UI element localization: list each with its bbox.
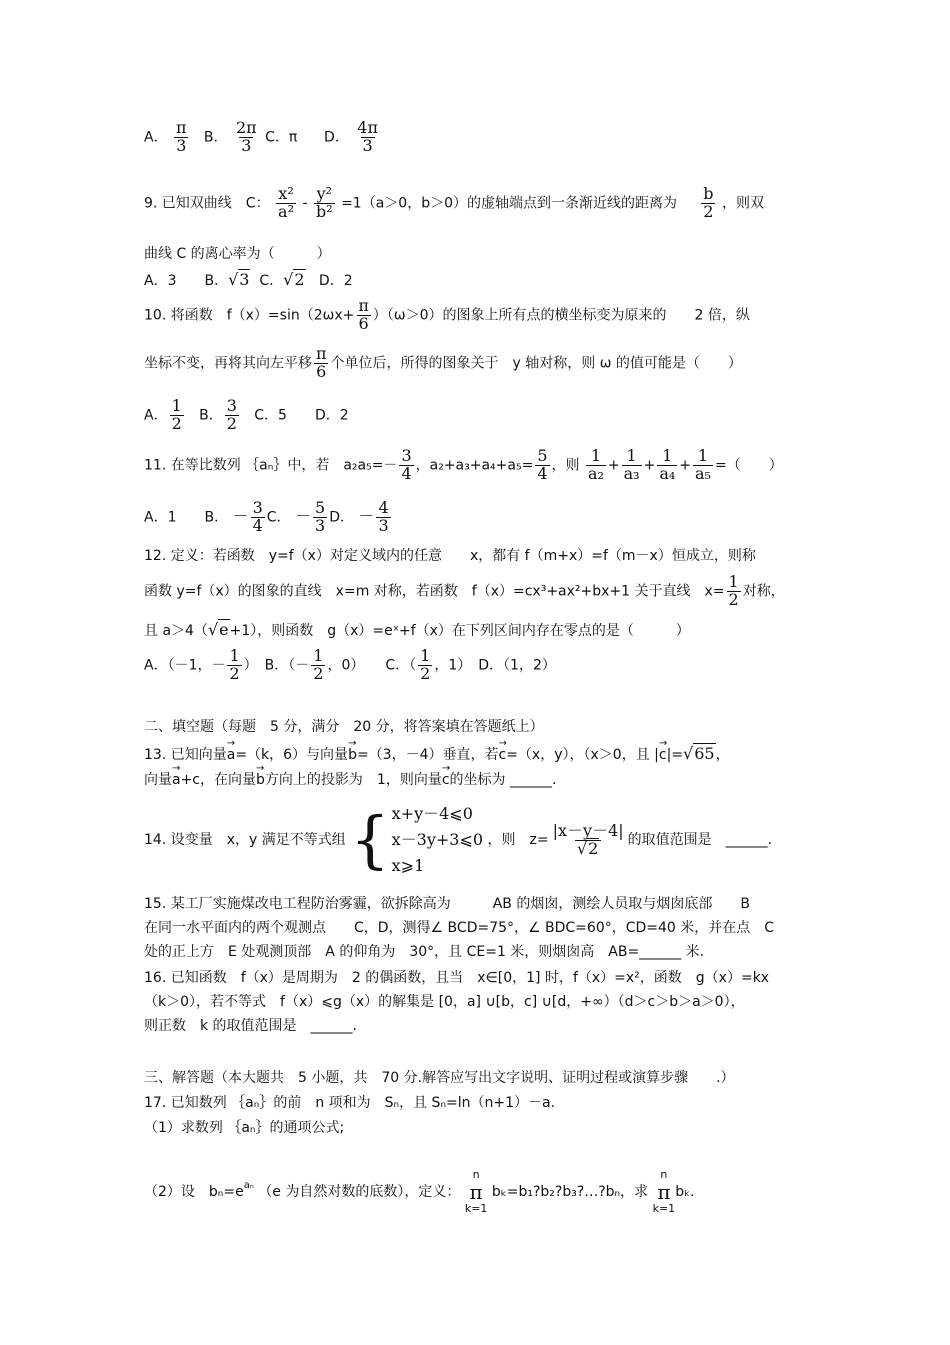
q11-frac-1-a3: $\frac{1}{\text{a₃}}$ (623, 446, 640, 483)
q8-option-b-label: B． (203, 129, 228, 146)
q9-frac-b-2: $\frac{b}{2}$ (703, 184, 714, 221)
q17-line3: （2）设 $b_n=e^{a_n}$ （e 为自然对数的底数），定义： n π k=1 bₖ=b₁?b₂?b₃?…?bₙ，求 n π k=1 bₖ. (144, 1167, 695, 1215)
q8-frac-2pi-3: $\frac{2\pi}{3}$ (235, 118, 257, 155)
q10-options: A． $\frac{1}{2}$ B． $\frac{3}{2}$ C．5 D．2 (144, 396, 349, 433)
vector-c: → c (499, 745, 507, 765)
q8-option-d-label: D． (324, 129, 349, 146)
q11-line1: 11. 在等比数列 ｛aₙ｝中，若 a₂a₅=－ $\frac{3}{4}$ ，a₂+a₃+a₄+a₅= $\frac{5}{4}$ ，则 $\frac{1}{\text{a₂}}$ + $\frac{1}{\text{a₃}}$ + $\frac{1}{\text{a₄}}$ + $\frac{1}{\text{a₅}}$ =（ ） (144, 446, 783, 483)
q9-sqrt2: √2 (283, 270, 305, 289)
q12-line1: 12. 定义：若函数 y=f（x）对定义域内的任意 x，都有 f（m+x）=f（m－x）恒成立，则称 (144, 548, 756, 564)
q8-options (144, 120, 820, 155)
q10-frac-3-2: $\frac{3}{2}$ (226, 396, 237, 433)
q17-line2: （1）求数列 ｛aₙ｝的通项公式; (144, 1120, 345, 1136)
q14-inequality-system: { x+y－4⩽0 x－3y+3⩽0 x⩾1 (350, 801, 483, 879)
q17-product-symbol-1: n π k=1 (464, 1167, 488, 1215)
q9-frac-y2-b2: $\frac{\text{y²}}{\text{b²}}$ (315, 184, 333, 221)
q15-line3: 处的正上方 E 处观测顶部 A 的仰角为 30°，且 CE=1 米，则烟囱高 AB=______ 米. (144, 944, 705, 960)
q10-frac-pi-6b: $\frac{\pi}{6}$ (316, 344, 327, 381)
q9-options: A．3 B．√3 C．√2 D．2 (144, 270, 353, 289)
q17-line1: 17. 已知数列 ｛aₙ｝的前 n 项和为 Sₙ，且 Sₙ=ln（n+1）－a. (144, 1095, 556, 1111)
q8-option-c: C．π (265, 129, 298, 146)
q17-exp-an: aₙ (243, 1180, 254, 1191)
q9-line1: 9. 已知双曲线 C： $\frac{\text{x²}}{\text{a²}}$ - $\frac{\text{y²}}{\text{b²}}$ =1（a＞0，b＞0）的虚轴端点到一条渐近线的距离为 $\frac{b}{2}$ ，则双 (144, 184, 764, 221)
q11-frac-1-a4: $\frac{1}{\text{a₄}}$ (659, 446, 676, 483)
q12-sqrt-e: √e (207, 620, 229, 639)
q14-frac-z: $\frac{|x-y-4|}{√2}$ (552, 820, 624, 858)
q11-frac-5-4: $\frac{5}{4}$ (537, 446, 548, 483)
q11-frac-3-4: $\frac{3}{4}$ (401, 446, 412, 483)
vector-a: → a (227, 745, 236, 765)
q14-row-3: x⩾1 (391, 856, 425, 875)
q8-option-a-label: A． (144, 129, 168, 146)
q17-product-symbol-2: n π k=1 (652, 1167, 676, 1215)
q16-line2: （k＞0），若不等式 f（x）⩽g（x）的解集是 [0，a] ∪[b，c] ∪[d，+∞）（d＞c＞b＞a＞0）， (144, 994, 745, 1010)
q14-row-1: x+y－4⩽0 (391, 804, 473, 823)
q11-frac-1-a5: $\frac{1}{\text{a₅}}$ (695, 446, 711, 483)
q16-line1: 16. 已知函数 f（x）是周期为 2 的偶函数，且当 x∈[0，1] 时，f（x）=x²，函数 g（x）=kx (144, 970, 770, 986)
q11-options: A．1 B． － $\frac{3}{4}$ C． － $\frac{5}{3}$ D． － $\frac{4}{3}$ (144, 498, 389, 535)
section3-heading: 三、解答题（本大题共 5 小题，共 70 分.解答应写出文字说明、证明过程或演算步骤 .） (144, 1070, 735, 1086)
q9-sqrt3: √3 (228, 270, 250, 289)
q12-line2: 函数 y=f（x）的图象的直线 x=m 对称，若函数 f（x）=cx³+ax²+bx+1 关于直线 x= $\frac{1}{2}$ 对称， (144, 572, 785, 609)
vector-c-2: → c (442, 770, 450, 790)
q11-opt-d-frac: $\frac{4}{3}$ (378, 498, 389, 535)
q12-opt-a-frac: $\frac{1}{2}$ (229, 646, 240, 683)
q13-line2: 向量→ a+c，在向量→ b方向上的投影为 1，则向量→ c的坐标为 ______. (144, 770, 820, 790)
vector-b: → b (348, 745, 357, 765)
q12-opt-b-frac: $\frac{1}{2}$ (313, 646, 324, 683)
vector-b-2: → b (256, 770, 265, 790)
q10-line1: 10. 将函数 f（x）=sin（2ωx+ $\frac{\pi}{6}$ ）（ω＞0）的图象上所有点的横坐标变为原来的 2 倍，纵 (144, 296, 750, 333)
section2-heading: 二、填空题（每题 5 分，满分 20 分，将答案填在答题纸上） (144, 719, 544, 735)
q12-options: A．（－1，－ $\frac{1}{2}$ ） B．（－ $\frac{1}{2}$ ，0） C．（ $\frac{1}{2}$ ，1） D．（1，2） (144, 646, 556, 683)
q12-line3: 且 a＞4（√e+1），则函数 g（x）=eˣ+f（x）在下列区间内存在零点的是（ ） (144, 620, 690, 639)
q10-line2: 坐标不变，再将其向左平移 $\frac{\pi}{6}$ 个单位后，所得的图象关于 y 轴对称，则 ω 的值可能是（ ） (144, 344, 742, 381)
q8-frac-4pi-3: $\frac{4\pi}{3}$ (357, 118, 378, 155)
q10-frac-pi-6: $\frac{\pi}{6}$ (358, 296, 369, 333)
vector-a-plus-c: → a+c (172, 770, 200, 790)
q8-frac-pi-3: $\frac{\pi}{3}$ (176, 118, 187, 155)
q9-frac-x2-a2: $\frac{\text{x²}}{\text{a²}}$ (278, 184, 294, 221)
q13-line1: 13. 已知向量→ a=（k，6）与向量→ b=（3，－4）垂直，若→ c=（x，y），（x＞0，且 |→ c|=√65， (144, 744, 820, 765)
q11-frac-1-a2: $\frac{1}{\text{a₂}}$ (587, 446, 604, 483)
q12-frac-1-2: $\frac{1}{2}$ (728, 572, 739, 609)
q15-line2: 在同一水平面内的两个观测点 C，D，测得∠ BCD=75°，∠ BDC=60°，CD=40 米，并在点 C (144, 920, 775, 936)
q12-opt-c-frac: $\frac{1}{2}$ (420, 646, 431, 683)
q15-line1: 15. 某工厂实施煤改电工程防治雾霾，欲拆除高为 AB 的烟囱，测绘人员取与烟囱底部 B (144, 896, 750, 912)
q13-sqrt65: √65 (683, 744, 715, 763)
q11-opt-c-frac: $\frac{5}{3}$ (315, 498, 326, 535)
q14-row-2: x－3y+3⩽0 (391, 830, 484, 849)
vector-c-abs: → c (659, 745, 667, 765)
q14-line: 14. 设变量 x，y 满足不等式组 { x+y－4⩽0 x－3y+3⩽0 x⩾1 ，则 z= $\frac{|x-y-4|}{√2}$ 的取值范围是 ______. (144, 800, 820, 880)
q9-line2: 曲线 C 的离心率为（ ） (144, 246, 331, 262)
q11-opt-b-frac: $\frac{3}{4}$ (252, 498, 263, 535)
q10-frac-1-2: $\frac{1}{2}$ (171, 396, 182, 433)
q16-line3: 则正数 k 的取值范围是 ______. (144, 1018, 358, 1034)
